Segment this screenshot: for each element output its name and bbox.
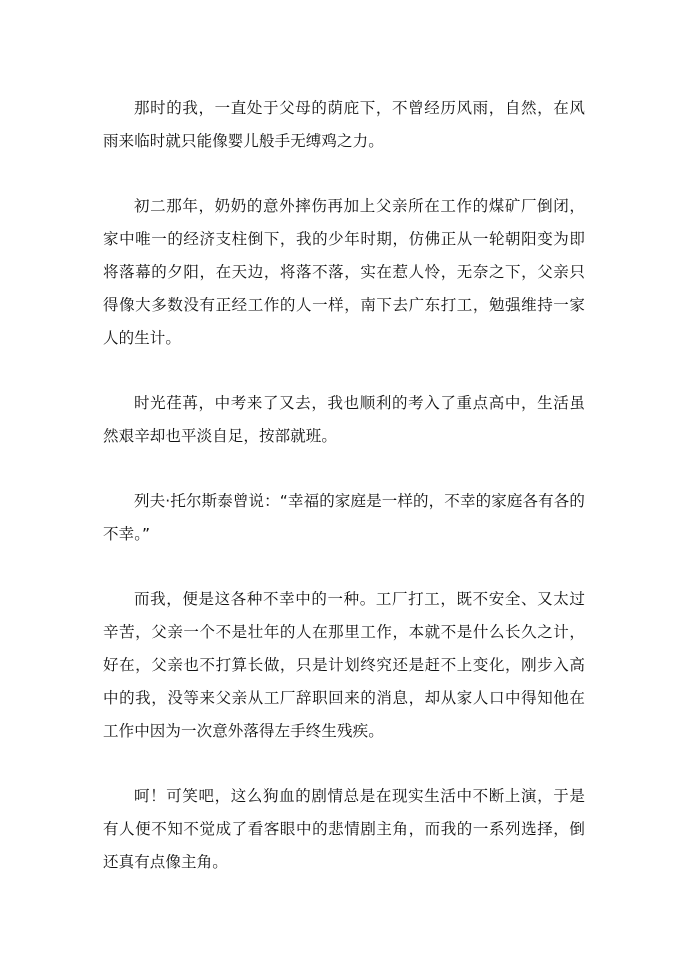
paragraph-3: 时光荏苒，中考来了又去，我也顺利的考入了重点高中，生活虽然艰辛却也平淡自足，按部就班。	[103, 394, 585, 445]
paragraph-6: 呵！可笑吧，这么狗血的剧情总是在现实生活中不断上演，于是有人便不知不觉成了看客眼中的悲情剧主角，而我的一系列选择，倒还真有点像主角。	[103, 787, 585, 871]
paragraph-2: 初二那年，奶奶的意外摔伤再加上父亲所在工作的煤矿厂倒闭，家中唯一的经济支柱倒下，我的少年时期，仿佛正从一轮朝阳变为即将落幕的夕阳，在天边，将落不落，实在惹人怜，无奈之下，父亲只得像大多数没有正经工作的人一样，南下去广东打工，勉强维持一家人的生计。	[103, 197, 585, 347]
paragraph-5: 而我，便是这各种不幸中的一种。工厂打工，既不安全、又太过辛苦，父亲一个不是壮年的人在那里工作，本就不是什么长久之计，好在，父亲也不打算长做，只是计划终究还是赶不上变化，刚步入高中的我，没等来父亲从工厂辞职回来的消息，却从家人口中得知他在工作中因为一次意外落得左手终生残疾。	[103, 590, 585, 740]
document-body	[103, 92, 585, 911]
paragraph-4: 列夫·托尔斯泰曾说：“幸福的家庭是一样的，不幸的家庭各有各的不幸。”	[103, 492, 585, 543]
paragraph-1: 那时的我，一直处于父母的荫庇下，不曾经历风雨，自然，在风雨来临时就只能像婴儿般手无缚鸡之力。	[103, 99, 585, 150]
